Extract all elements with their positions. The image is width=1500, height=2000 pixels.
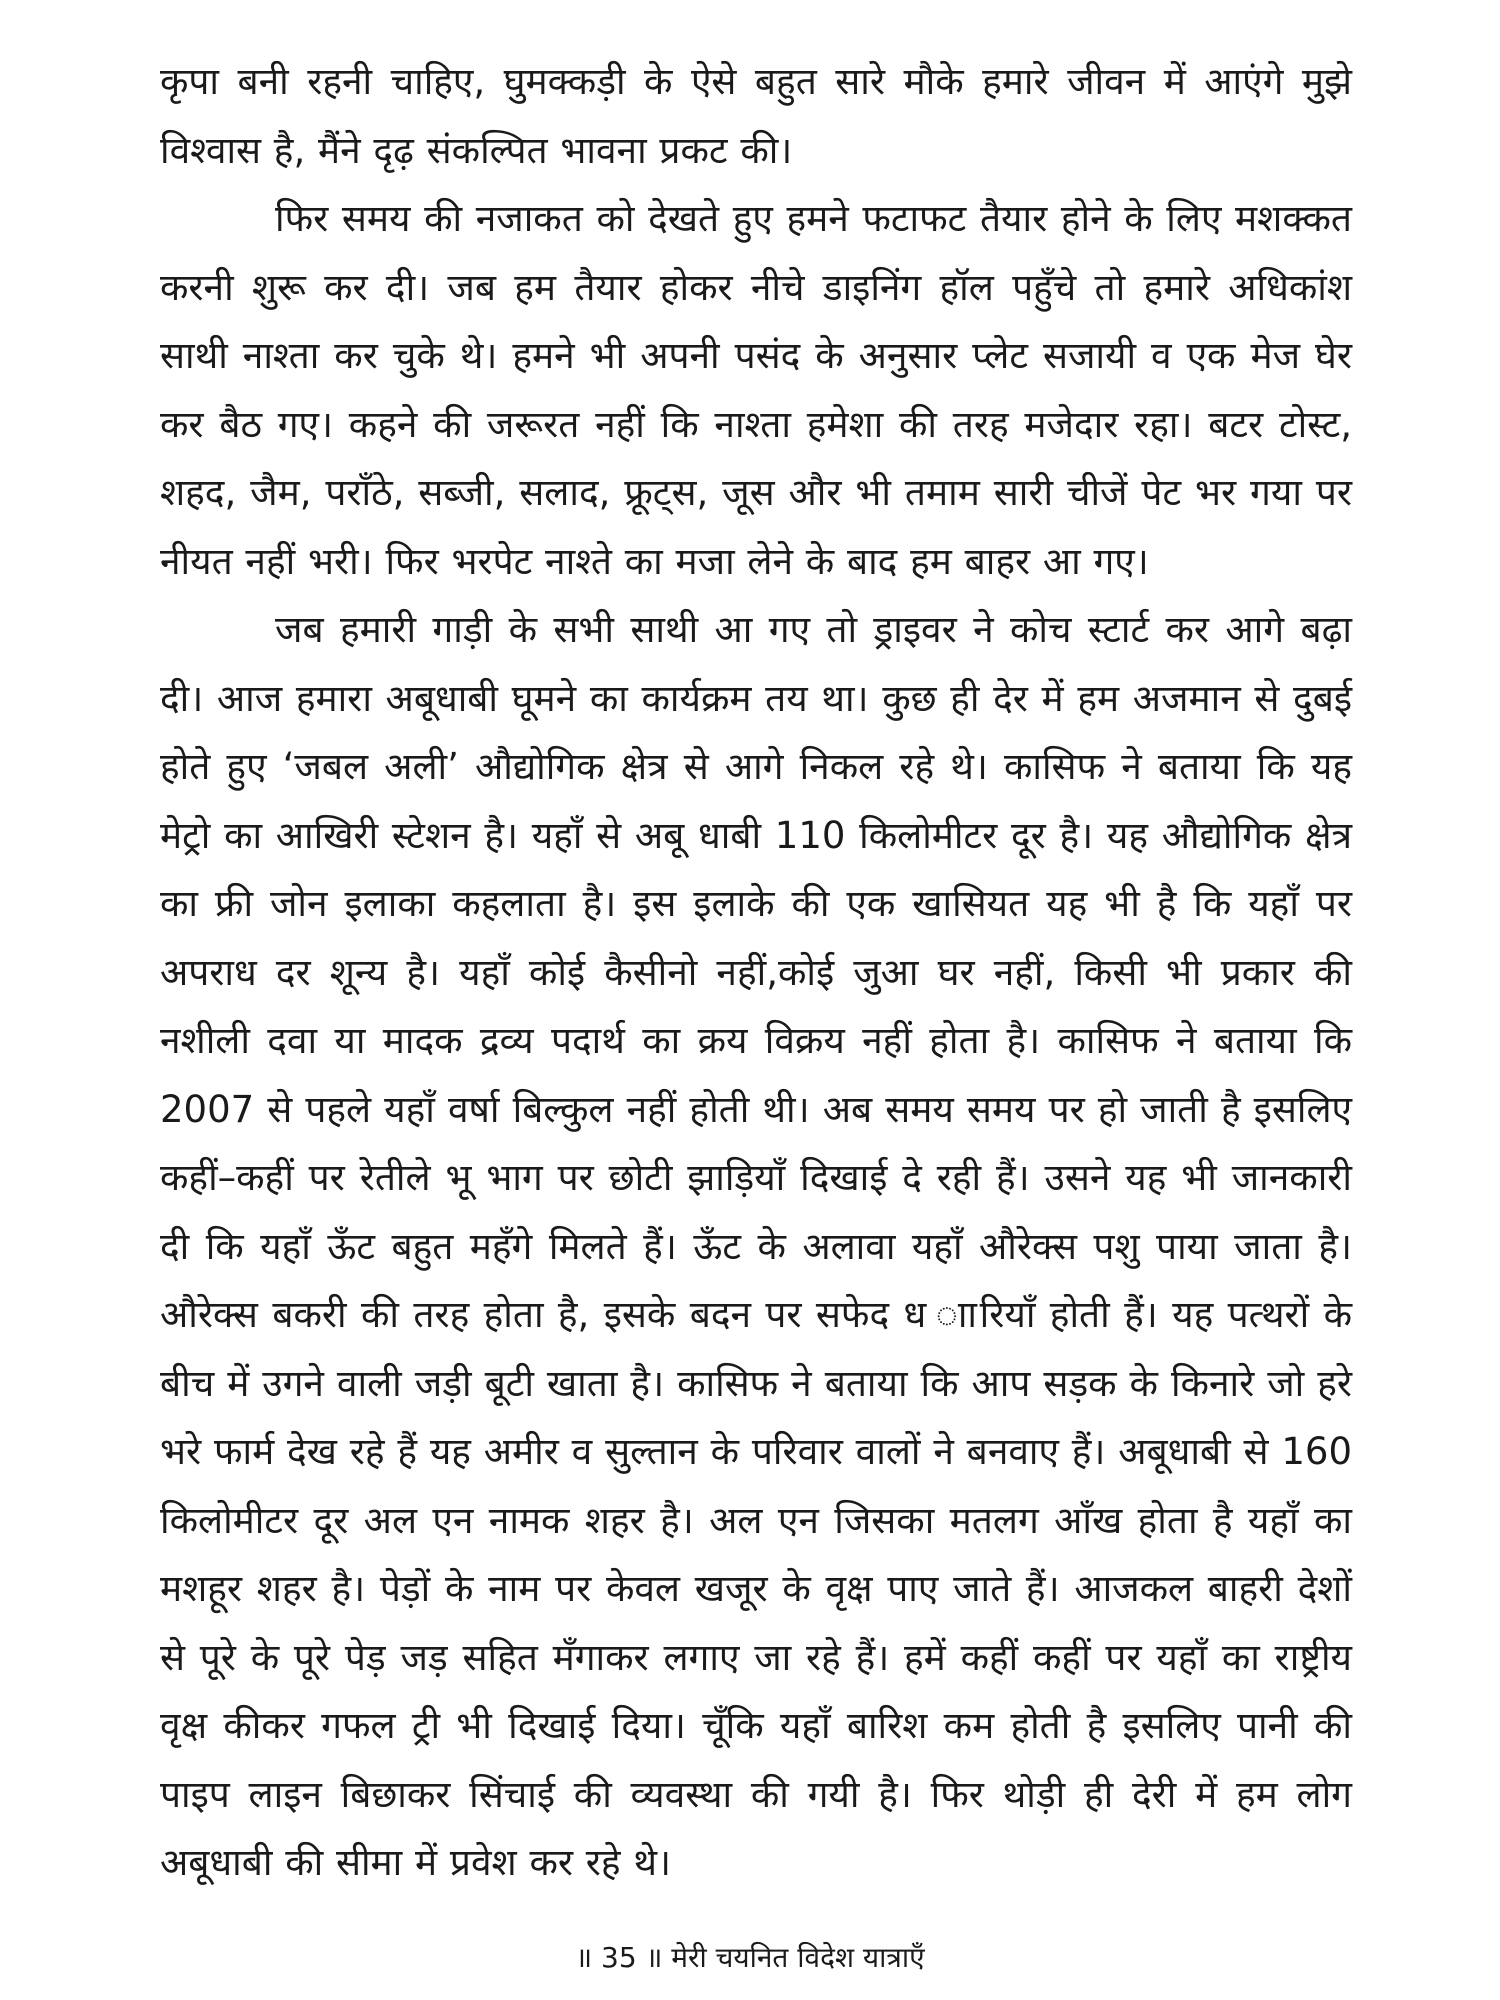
book-title: मेरी चयनित विदेश यात्राएँ — [671, 1941, 925, 1974]
paragraph-breakfast: फिर समय की नजाकत को देखते हुए हमने फटाफट तैयार होने के लिए मशक्कत करनी शुरू कर दी। जब हम तैयार होकर नीचे डाइनिंग हॉल पहुँचे तो हमारे अधिकांश साथी नाश्ता कर चुके थे। हमने भी अपनी पसंद के अनुसार प्लेट सजायी व एक मेज घेर कर बैठ गए। कहने की जरूरत नहीं कि नाश्ता हमेशा की तरह मजेदार रहा। बटर टोस्ट, शहद, जैम, पराँठे, सब्जी, सलाद, फ्रूट्स, जूस और भी तमाम सारी चीजें पेट भर गया पर नीयत नहीं भरी। फिर भरपेट नाश्ते का मजा लेने के बाद हम बाहर आ गए। — [160, 197, 1352, 583]
body-text — [160, 48, 1352, 1898]
page-number: ॥ 35 ॥ — [575, 1941, 663, 1974]
paragraph-journey-abu-dhabi: जब हमारी गाड़ी के सभी साथी आ गए तो ड्राइवर ने कोच स्टार्ट कर आगे बढ़ा दी। आज हमारा अबूधाबी घूमने का कार्यक्रम तय था। कुछ ही देर में हम अजमान से दुबई होते हुए ‘जबल अली’ औद्योगिक क्षेत्र से आगे निकल रहे थे। कासिफ ने बताया कि यह मेट्रो का आखिरी स्टेशन है। यहाँ से अबू धाबी 110 किलोमीटर दूर है। यह औद्योगिक क्षेत्र का फ्री जोन इलाका कहलाता है। इस इलाके की एक खासियत यह भी है कि यहाँ पर अपराध दर शून्य है। यहाँ कोई कैसीनो नहीं,कोई जुआ घर नहीं, किसी भी प्रकार की नशीली दवा या मादक द्रव्य पदार्थ का क्रय विक्रय नहीं होता है। कासिफ ने बताया कि 2007 से पहले यहाँ वर्षा बिल्कुल नहीं होती थी। अब समय समय पर हो जाती है इसलिए कहीं–कहीं पर रेतीले भू भाग पर छोटी झाड़ियाँ दिखाई दे रही हैं। उसने यह भी जानकारी दी कि यहाँ ऊँट बहुत महँगे मिलते हैं। ऊँट के अलावा यहाँ औरेक्स पशु पाया जाता है।औरेक्स बकरी की तरह होता है, इसके बदन पर सफेद ध ाारियाँ होती हैं। यह पत्थरों के बीच में उगने वाली जड़ी बूटी खाता है। कासिफ ने बताया कि आप सड़क के किनारे जो हरे भरे फार्म देख रहे हैं यह अमीर व सुल्तान के परिवार वालों ने बनवाए हैं। अबूधाबी से 160 किलोमीटर दूर अल एन नामक शहर है। अल एन जिसका मतलग आँख होता है यहाँ का मशहूर शहर है। पेड़ों के नाम पर केवल खजूर के वृक्ष पाए जाते हैं। आजकल बाहरी देशों से पूरे के पूरे पेड़ जड़ सहित मँगाकर लगाए जा रहे हैं। हमें कहीं कहीं पर यहाँ का राष्ट्रीय वृक्ष कीकर गफल ट्री भी दिखाई दिया। चूँकि यहाँ बारिश कम होती है इसलिए पानी की पाइप लाइन बिछाकर सिंचाई की व्यवस्था की गयी है। फिर थोड़ी ही देरी में हम लोग अबूधाबी की सीमा में प्रवेश कर रहे थे। — [160, 608, 1352, 1884]
page-footer — [0, 1938, 1500, 1978]
paragraph-continuation: कृपा बनी रहनी चाहिए, घुमक्कड़ी के ऐसे बहुत सारे मौके हमारे जीवन में आएंगे मुझे विश्वास है, मैंने दृढ़ संकल्पित भावना प्रकट की। — [160, 60, 1352, 172]
